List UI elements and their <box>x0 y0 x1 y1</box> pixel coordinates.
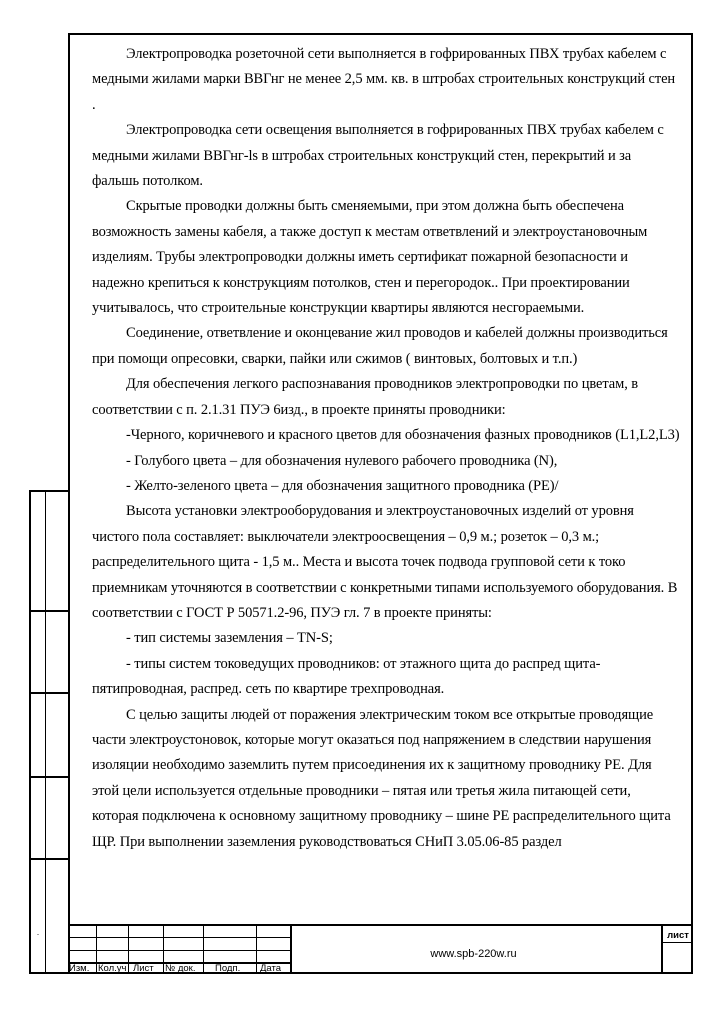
title-block <box>68 924 693 974</box>
binding-margin-row-line <box>31 610 70 612</box>
binding-margin-divider <box>45 492 46 972</box>
col-doc-number: № док. <box>165 963 196 974</box>
paragraph-12: С целью защиты людей от поражения электрическим током все открытые проводящие части электроустоновок, которые могут оказаться под напряжением в следствии нарушения изоляции необходимо заземлить путем присоединения их к защитному проводнику PE. Для этой цели используется отдельные проводники – пятая или третья жила питающей сети, которая подключена к основному защитному проводнику – шине PE распределительного щита ЩР. При выполнении заземления руководствоваться СНиП 3.05.06-85 раздел <box>92 706 671 850</box>
binding-margin-row-line <box>31 858 70 860</box>
title-block-col-line <box>96 926 97 974</box>
site-url: www.spb-220w.ru <box>430 948 517 960</box>
paragraph-10: - тип системы заземления – TN-S; <box>126 630 333 647</box>
margin-mark: . <box>37 928 39 937</box>
document-body <box>92 42 680 855</box>
col-list: Лист <box>133 963 154 974</box>
title-block-col-line <box>163 926 164 974</box>
paragraph-5: Для обеспечения легкого распознавания проводников электропроводки по цветам, в соответствии с п. 2.1.31 ПУЭ 6изд., в проекте приняты проводники: <box>92 376 638 418</box>
paragraph-4: Соединение, ответвление и оконцевание жил проводов и кабелей должны производиться при помощи опресовки, сварки, пайки или сжимов ( винтовых, болтовых и т.п.) <box>92 325 668 367</box>
paragraph-2: Электропроводка сети освещения выполняется в гофрированных ПВХ трубах кабелем с медными жилами ВВГнг-ls в штробах строительных конструкций стен, перекрытий и за фальшь потолком. <box>92 122 664 190</box>
col-signature: Подп. <box>215 963 241 974</box>
title-block-col-line <box>256 926 257 974</box>
binding-margin-table <box>29 490 70 974</box>
binding-margin-row-line <box>31 692 70 694</box>
col-kol-uch: Кол.уч <box>98 963 127 974</box>
col-date: Дата <box>260 963 282 974</box>
title-block-col-line <box>128 926 129 974</box>
title-block-col-line <box>203 926 204 974</box>
col-izm: Изм. <box>69 963 90 974</box>
paragraph-7: - Голубого цвета – для обозначения нулевого рабочего проводника (N), <box>126 452 558 469</box>
paragraph-6: -Черного, коричневого и красного цветов для обозначения фазных проводников (L1,L2,L3) <box>126 427 680 444</box>
paragraph-11: - типы систем токоведущих проводников: от этажного щита до распред щита-пятипроводная, распред. сеть по квартире трехпроводная. <box>92 655 601 698</box>
sheet-label: лист <box>667 930 689 941</box>
paragraph-8: - Желто-зеленого цвета – для обозначения защитного проводника (PE)/ <box>126 477 559 494</box>
sheet-box-line <box>661 942 693 943</box>
paragraph-1: Электропроводка розеточной сети выполняется в гофрированных ПВХ трубах кабелем с медными жилами марки ВВГнг не менее 2,5 мм. кв. в штробах строительных конструкций стен . <box>92 46 676 113</box>
paragraph-9: Высота установки электрооборудования и электроустановочных изделий от уровня чистого пола составляет: выключатели электроосвещения – 0,9 м.; розеток – 0,3 м.; распределительного щита - 1,5 м.. Места и высота точек подвода групповой сети к токо приемникам уточняются в соответствии с конкретными типами используемого оборудования. В соответствии с ГОСТ Р 50571.2-96, ПУЭ гл. 7 в проекте приняты: <box>92 503 678 621</box>
binding-margin-row-line <box>31 776 70 778</box>
paragraph-3: Скрытые проводки должны быть сменяемыми, при этом должна быть обеспечена возможность замены кабеля, а также доступ к местам ответвлений и электроустановочным изделиям. Трубы электропроводки должны иметь сертификат пожарной безопасности и надежно крепиться к конструкциям потолков, стен и перегородок.. При проектировании учитывалось, что строительные конструкции квартиры являются несгораемыми. <box>92 198 648 317</box>
